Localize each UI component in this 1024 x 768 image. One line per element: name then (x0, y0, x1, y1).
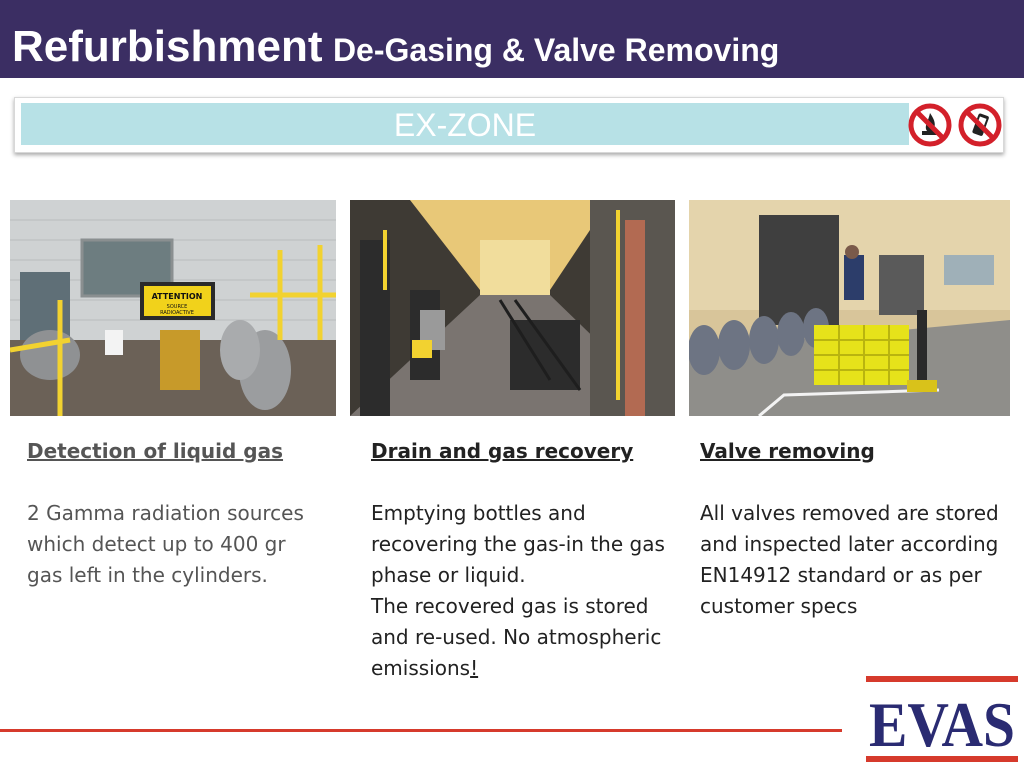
ex-zone-bar (21, 103, 909, 145)
sign-radioactive: RADIOACTIVE (160, 310, 194, 316)
no-open-flame-icon (908, 103, 952, 147)
ex-zone-label: EX-ZONE (393, 107, 537, 143)
detection-caption (27, 436, 327, 591)
detection-station-photo (10, 200, 336, 416)
footer-red-line (0, 729, 842, 732)
valve-removing-photo (689, 200, 1010, 416)
slide-title (12, 22, 779, 72)
ex-zone-banner (14, 97, 1004, 153)
recovery-exclamation: ! (470, 656, 479, 680)
title-subtitle: De-Gasing & Valve Removing (332, 32, 780, 68)
logo-text: EVAS (869, 689, 1015, 760)
recovery-body-2 (371, 591, 671, 684)
recovery-caption (371, 436, 671, 684)
recovery-heading: Drain and gas recovery (371, 439, 634, 463)
valve-body: All valves removed are stored and inspected later according EN14912 standard or as per customer specs (700, 501, 999, 618)
sign-attention: ATTENTION (151, 292, 203, 301)
detection-heading: Detection of liquid gas (27, 439, 284, 463)
recovery-body-2-text: The recovered gas is stored and re-used. No atmospheric emissions (371, 594, 662, 680)
sign-source: SOURCE (166, 304, 188, 310)
title-bar (0, 0, 1024, 78)
valve-heading: Valve removing (700, 439, 875, 463)
title-main: Refurbishment (12, 22, 323, 71)
detection-body: 2 Gamma radiation sources which detect up to 400 gr gas left in the cylinders. (27, 501, 304, 587)
no-mobile-phone-icon (958, 103, 1002, 147)
valve-caption (700, 436, 1010, 622)
gas-recovery-line-photo (350, 200, 675, 416)
recovery-body-1: Emptying bottles and recovering the gas-in the gas phase or liquid. (371, 501, 665, 587)
evas-logo (866, 676, 1018, 762)
